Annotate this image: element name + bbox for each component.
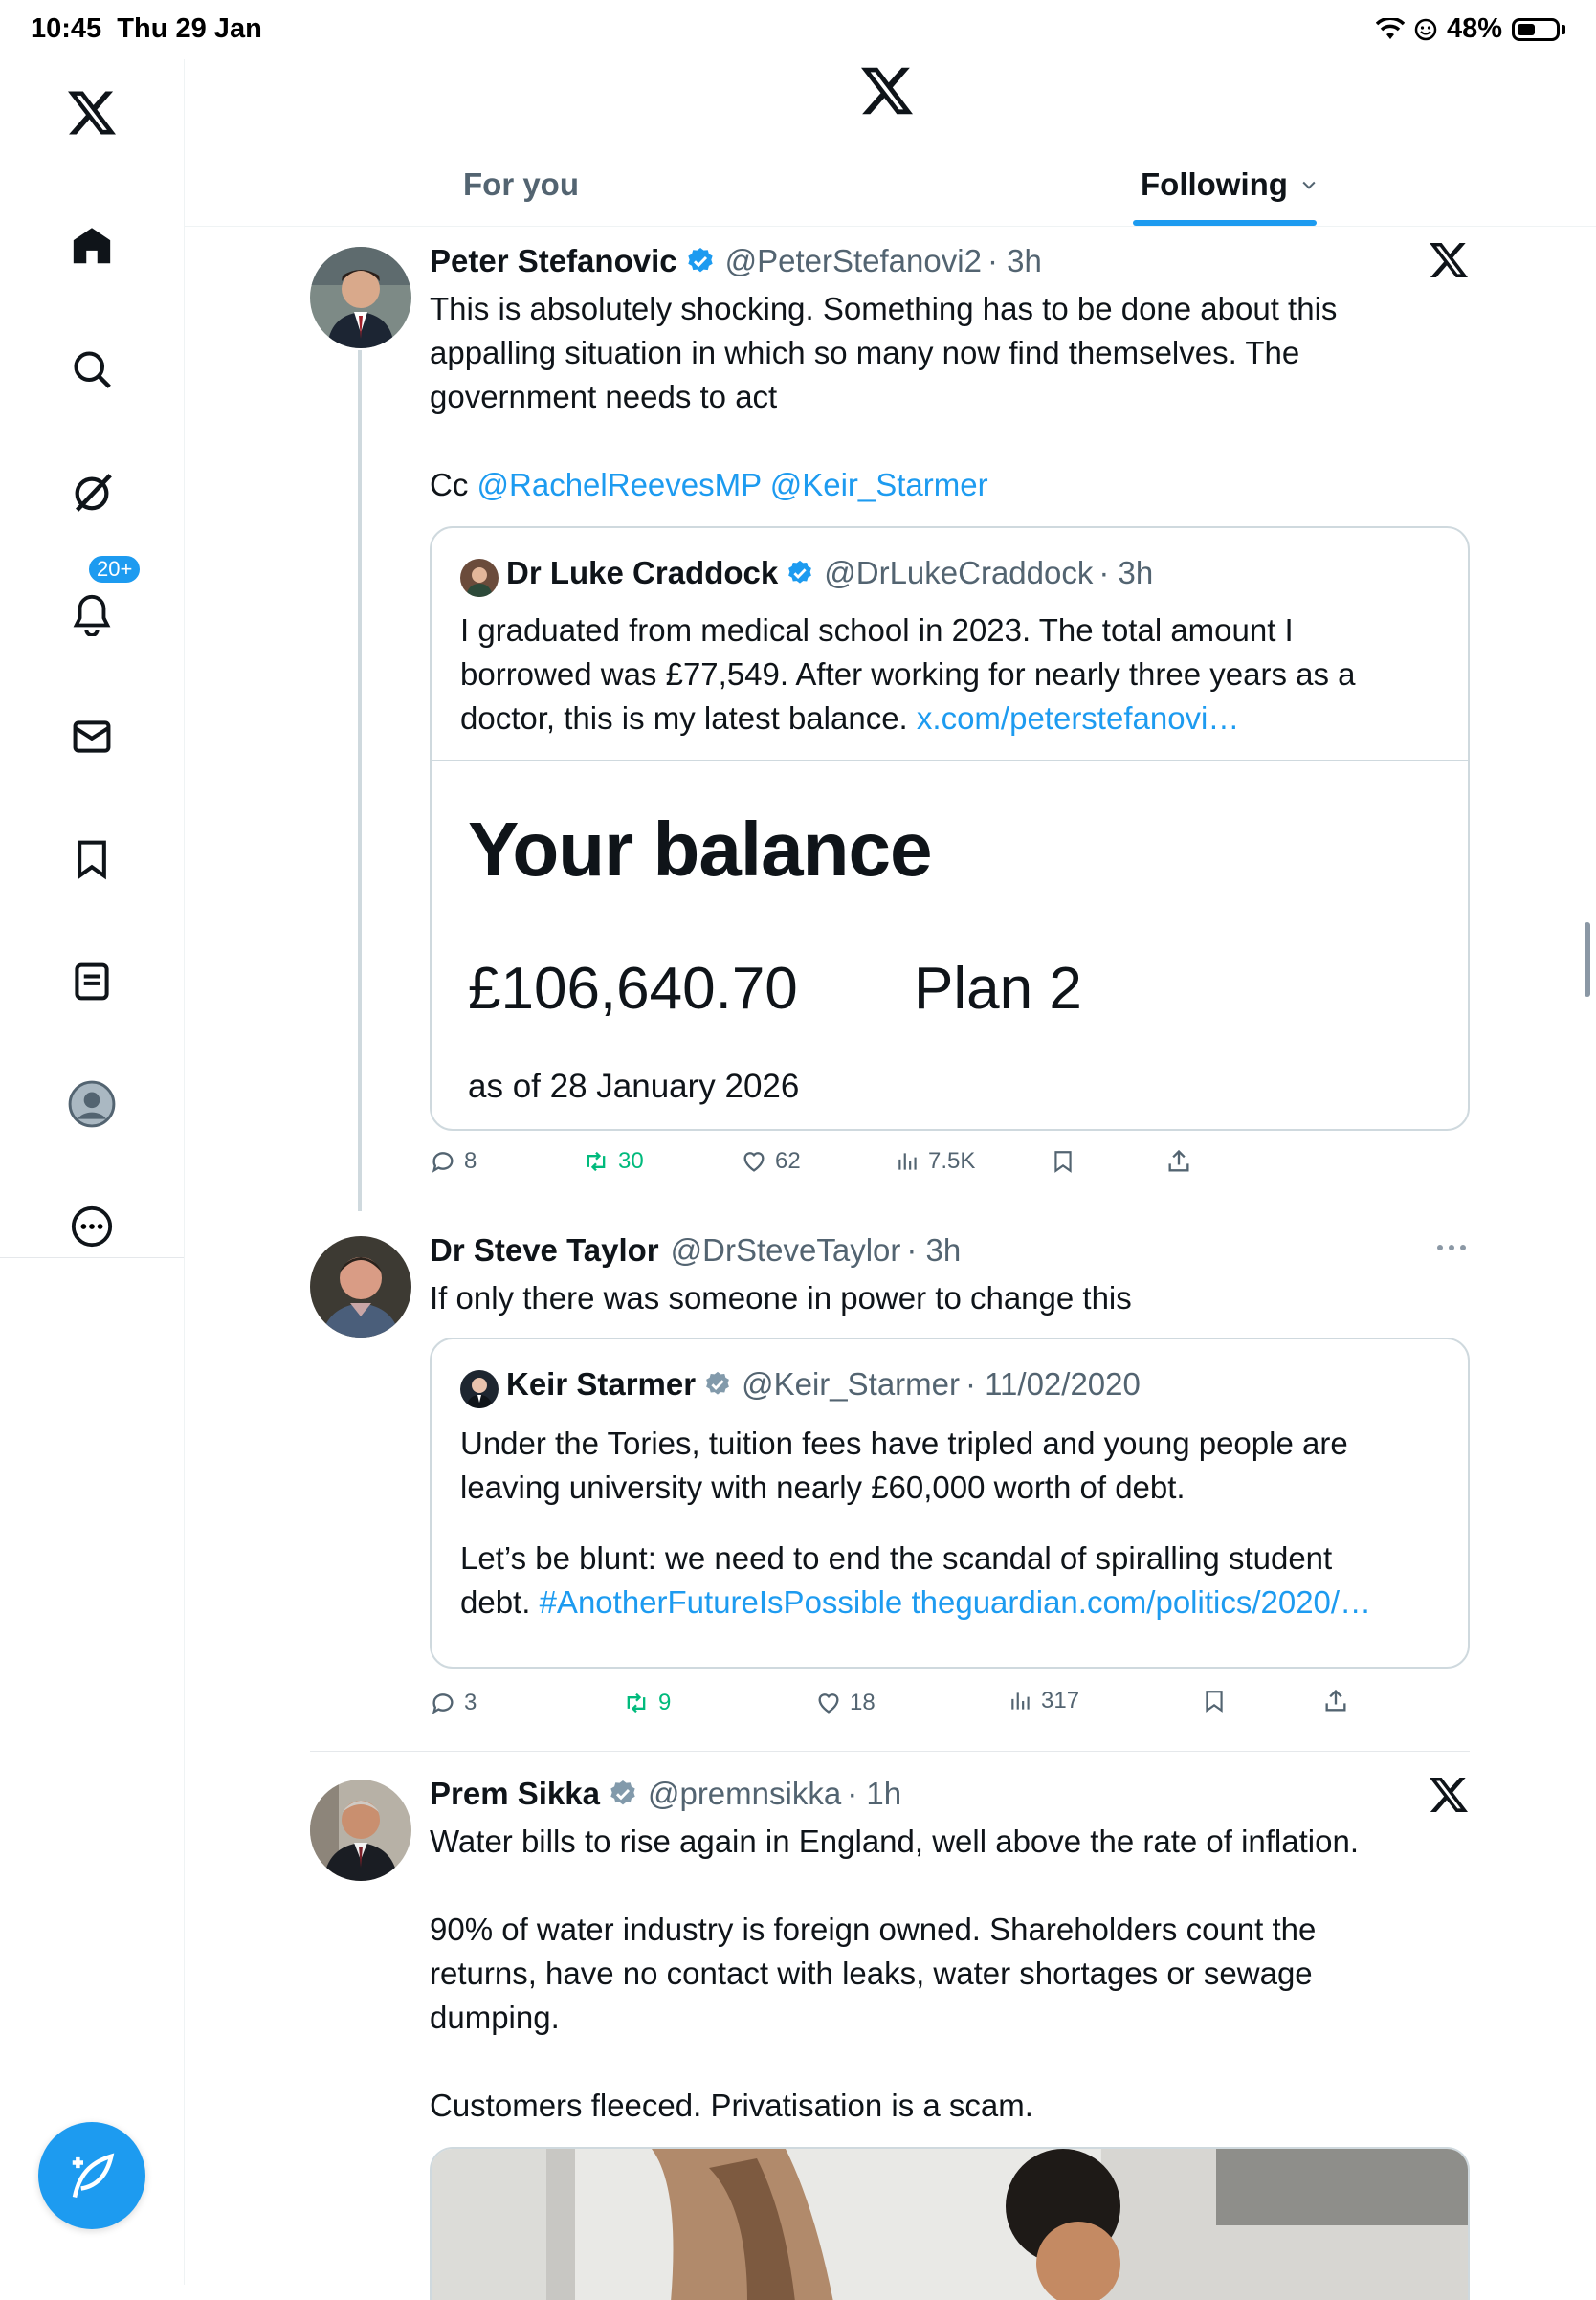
tweet-header xyxy=(430,1232,961,1269)
quote-time: · 3h xyxy=(1098,555,1154,590)
quote-link[interactable]: x.com/peterstefanovi… xyxy=(916,700,1240,736)
avatar[interactable] xyxy=(310,1780,411,1881)
face-icon xyxy=(1414,18,1437,41)
repost-icon xyxy=(622,1690,651,1716)
heart-icon xyxy=(741,1148,767,1175)
share-button[interactable] xyxy=(1165,1148,1192,1175)
tweet-divider xyxy=(310,1751,1470,1752)
author-name[interactable]: Peter Stefanovic xyxy=(430,243,677,278)
header-x-logo-icon[interactable] xyxy=(861,65,919,122)
tweet-text: If only there was someone in power to change this xyxy=(430,1280,1132,1316)
quote-media-divider xyxy=(432,760,1470,761)
author-handle[interactable]: @DrSteveTaylor xyxy=(670,1232,901,1268)
balance-heading: Your balance xyxy=(468,807,932,892)
verified-badge-icon xyxy=(786,559,814,587)
quoted-tweet[interactable] xyxy=(430,526,1470,1131)
more-options-icon[interactable] xyxy=(1435,1238,1468,1262)
quote-author-name: Dr Luke Craddock xyxy=(506,555,779,590)
bookmark-icon xyxy=(1202,1688,1227,1714)
views-button[interactable]: 317 xyxy=(1009,1688,1079,1714)
repost-button[interactable]: 30 xyxy=(582,1148,644,1175)
bookmarks-icon[interactable] xyxy=(63,830,121,888)
tweet-time[interactable]: · 1h xyxy=(847,1776,902,1811)
share-button[interactable] xyxy=(1322,1688,1349,1714)
quote-author-handle: @Keir_Starmer xyxy=(742,1366,960,1402)
tab-following[interactable]: Following xyxy=(1141,144,1319,226)
bookmark-icon xyxy=(1051,1148,1075,1175)
status-time: 10:45 Thu 29 Jan xyxy=(31,13,262,44)
hashtag-link[interactable]: #AnotherFutureIsPossible xyxy=(539,1584,903,1620)
chevron-down-icon xyxy=(1299,175,1319,194)
lists-icon[interactable] xyxy=(63,953,121,1010)
balance-plan: Plan 2 xyxy=(914,956,1082,1022)
tweet-header xyxy=(430,243,1042,279)
grok-icon[interactable] xyxy=(63,463,121,520)
thread-line xyxy=(358,350,362,1211)
tweet-text: Water bills to rise again in England, well above the rate of inflation. 90% of water industry is foreign owned. Shareholders count the returns, have no contact with leaks, water shortages or sewage dumping. Customers fleeced. Privatisation is a scam. xyxy=(430,1824,1359,2123)
notifications-badge: 20+ xyxy=(86,553,143,586)
tweet-media-image[interactable] xyxy=(430,2147,1470,2300)
repost-icon xyxy=(582,1148,610,1175)
battery-percent: 48% xyxy=(1446,13,1502,44)
tweet-time[interactable]: · 3h xyxy=(906,1232,962,1268)
reply-icon xyxy=(430,1690,456,1716)
quote-avatar xyxy=(460,1370,499,1408)
header-border xyxy=(184,226,1596,227)
verified-badge-icon xyxy=(608,1779,638,1809)
mention-link[interactable]: @RachelReevesMP xyxy=(477,467,762,502)
tweet-time[interactable]: · 3h xyxy=(986,243,1042,278)
reply-icon xyxy=(430,1148,456,1175)
profile-icon[interactable] xyxy=(63,1075,121,1133)
status-right xyxy=(1376,13,1565,45)
mention-link[interactable]: @Keir_Starmer xyxy=(769,467,988,502)
tab-for-you[interactable]: For you xyxy=(463,166,579,202)
bookmark-button[interactable] xyxy=(1202,1688,1227,1714)
quote-avatar xyxy=(460,559,499,597)
tweet-text: This is absolutely shocking. Something has to be done about this appalling situation in which so many now find themselves. The government needs to act Cc @RachelReevesMP @Keir_Starmer xyxy=(430,291,1338,502)
avatar[interactable] xyxy=(310,1236,411,1338)
more-icon[interactable] xyxy=(63,1198,121,1255)
wifi-icon xyxy=(1376,18,1405,41)
tweet-header xyxy=(430,1776,901,1812)
heart-icon xyxy=(815,1690,842,1716)
quote-link[interactable]: theguardian.com/politics/2020/… xyxy=(911,1584,1372,1620)
like-button[interactable]: 18 xyxy=(815,1690,876,1716)
like-button[interactable]: 62 xyxy=(741,1148,801,1175)
status-bar xyxy=(0,0,1596,59)
analytics-icon xyxy=(1009,1689,1033,1714)
x-logo-icon[interactable] xyxy=(1430,1776,1468,1819)
author-name[interactable]: Prem Sikka xyxy=(430,1776,600,1811)
author-handle[interactable]: @premnsikka xyxy=(647,1776,842,1811)
x-logo-icon[interactable] xyxy=(1430,241,1468,284)
views-button[interactable]: 7.5K xyxy=(896,1148,975,1175)
compose-icon xyxy=(66,2150,118,2201)
quote-author-name: Keir Starmer xyxy=(506,1366,697,1402)
home-icon[interactable] xyxy=(63,218,121,276)
sidebar-divider xyxy=(0,1257,184,1258)
quote-text: I graduated from medical school in 2023. The total amount I borrowed was £77,549. After working for nearly three years as a doctor, this is my latest balance. x.com/peterstefanovi… xyxy=(460,612,1356,736)
scrollbar[interactable] xyxy=(1585,922,1590,997)
reply-button[interactable]: 3 xyxy=(430,1690,477,1716)
balance-amount: £106,640.70 xyxy=(468,956,798,1022)
author-name[interactable]: Dr Steve Taylor xyxy=(430,1232,659,1268)
share-icon xyxy=(1322,1688,1349,1714)
search-icon[interactable] xyxy=(63,341,121,398)
x-logo-icon[interactable] xyxy=(63,84,121,142)
sidebar xyxy=(0,59,185,2285)
bookmark-button[interactable] xyxy=(1051,1148,1075,1175)
messages-icon[interactable] xyxy=(63,708,121,765)
verified-badge-icon xyxy=(685,246,716,276)
balance-date: as of 28 January 2026 xyxy=(468,1068,800,1105)
analytics-icon xyxy=(896,1149,920,1174)
share-icon xyxy=(1165,1148,1192,1175)
verified-badge-icon xyxy=(703,1370,732,1399)
battery-icon xyxy=(1512,18,1560,41)
quote-time: · 11/02/2020 xyxy=(965,1366,1141,1402)
avatar[interactable] xyxy=(310,247,411,348)
compose-button[interactable] xyxy=(38,2122,145,2229)
repost-button[interactable]: 9 xyxy=(622,1690,671,1716)
quoted-tweet[interactable] xyxy=(430,1338,1470,1669)
reply-button[interactable]: 8 xyxy=(430,1148,477,1175)
author-handle[interactable]: @PeterStefanovi2 xyxy=(724,243,982,278)
quote-author-handle: @DrLukeCraddock xyxy=(824,555,1094,590)
notifications-icon[interactable] xyxy=(63,586,121,643)
quote-text: Under the Tories, tuition fees have tripled and young people are leaving university with nearly £60,000 worth of debt. Let’s be blunt: we need to end the scandal of spiralling student debt. #AnotherFutureIsPossible theguardian.com/politics/2020/… xyxy=(460,1426,1372,1620)
